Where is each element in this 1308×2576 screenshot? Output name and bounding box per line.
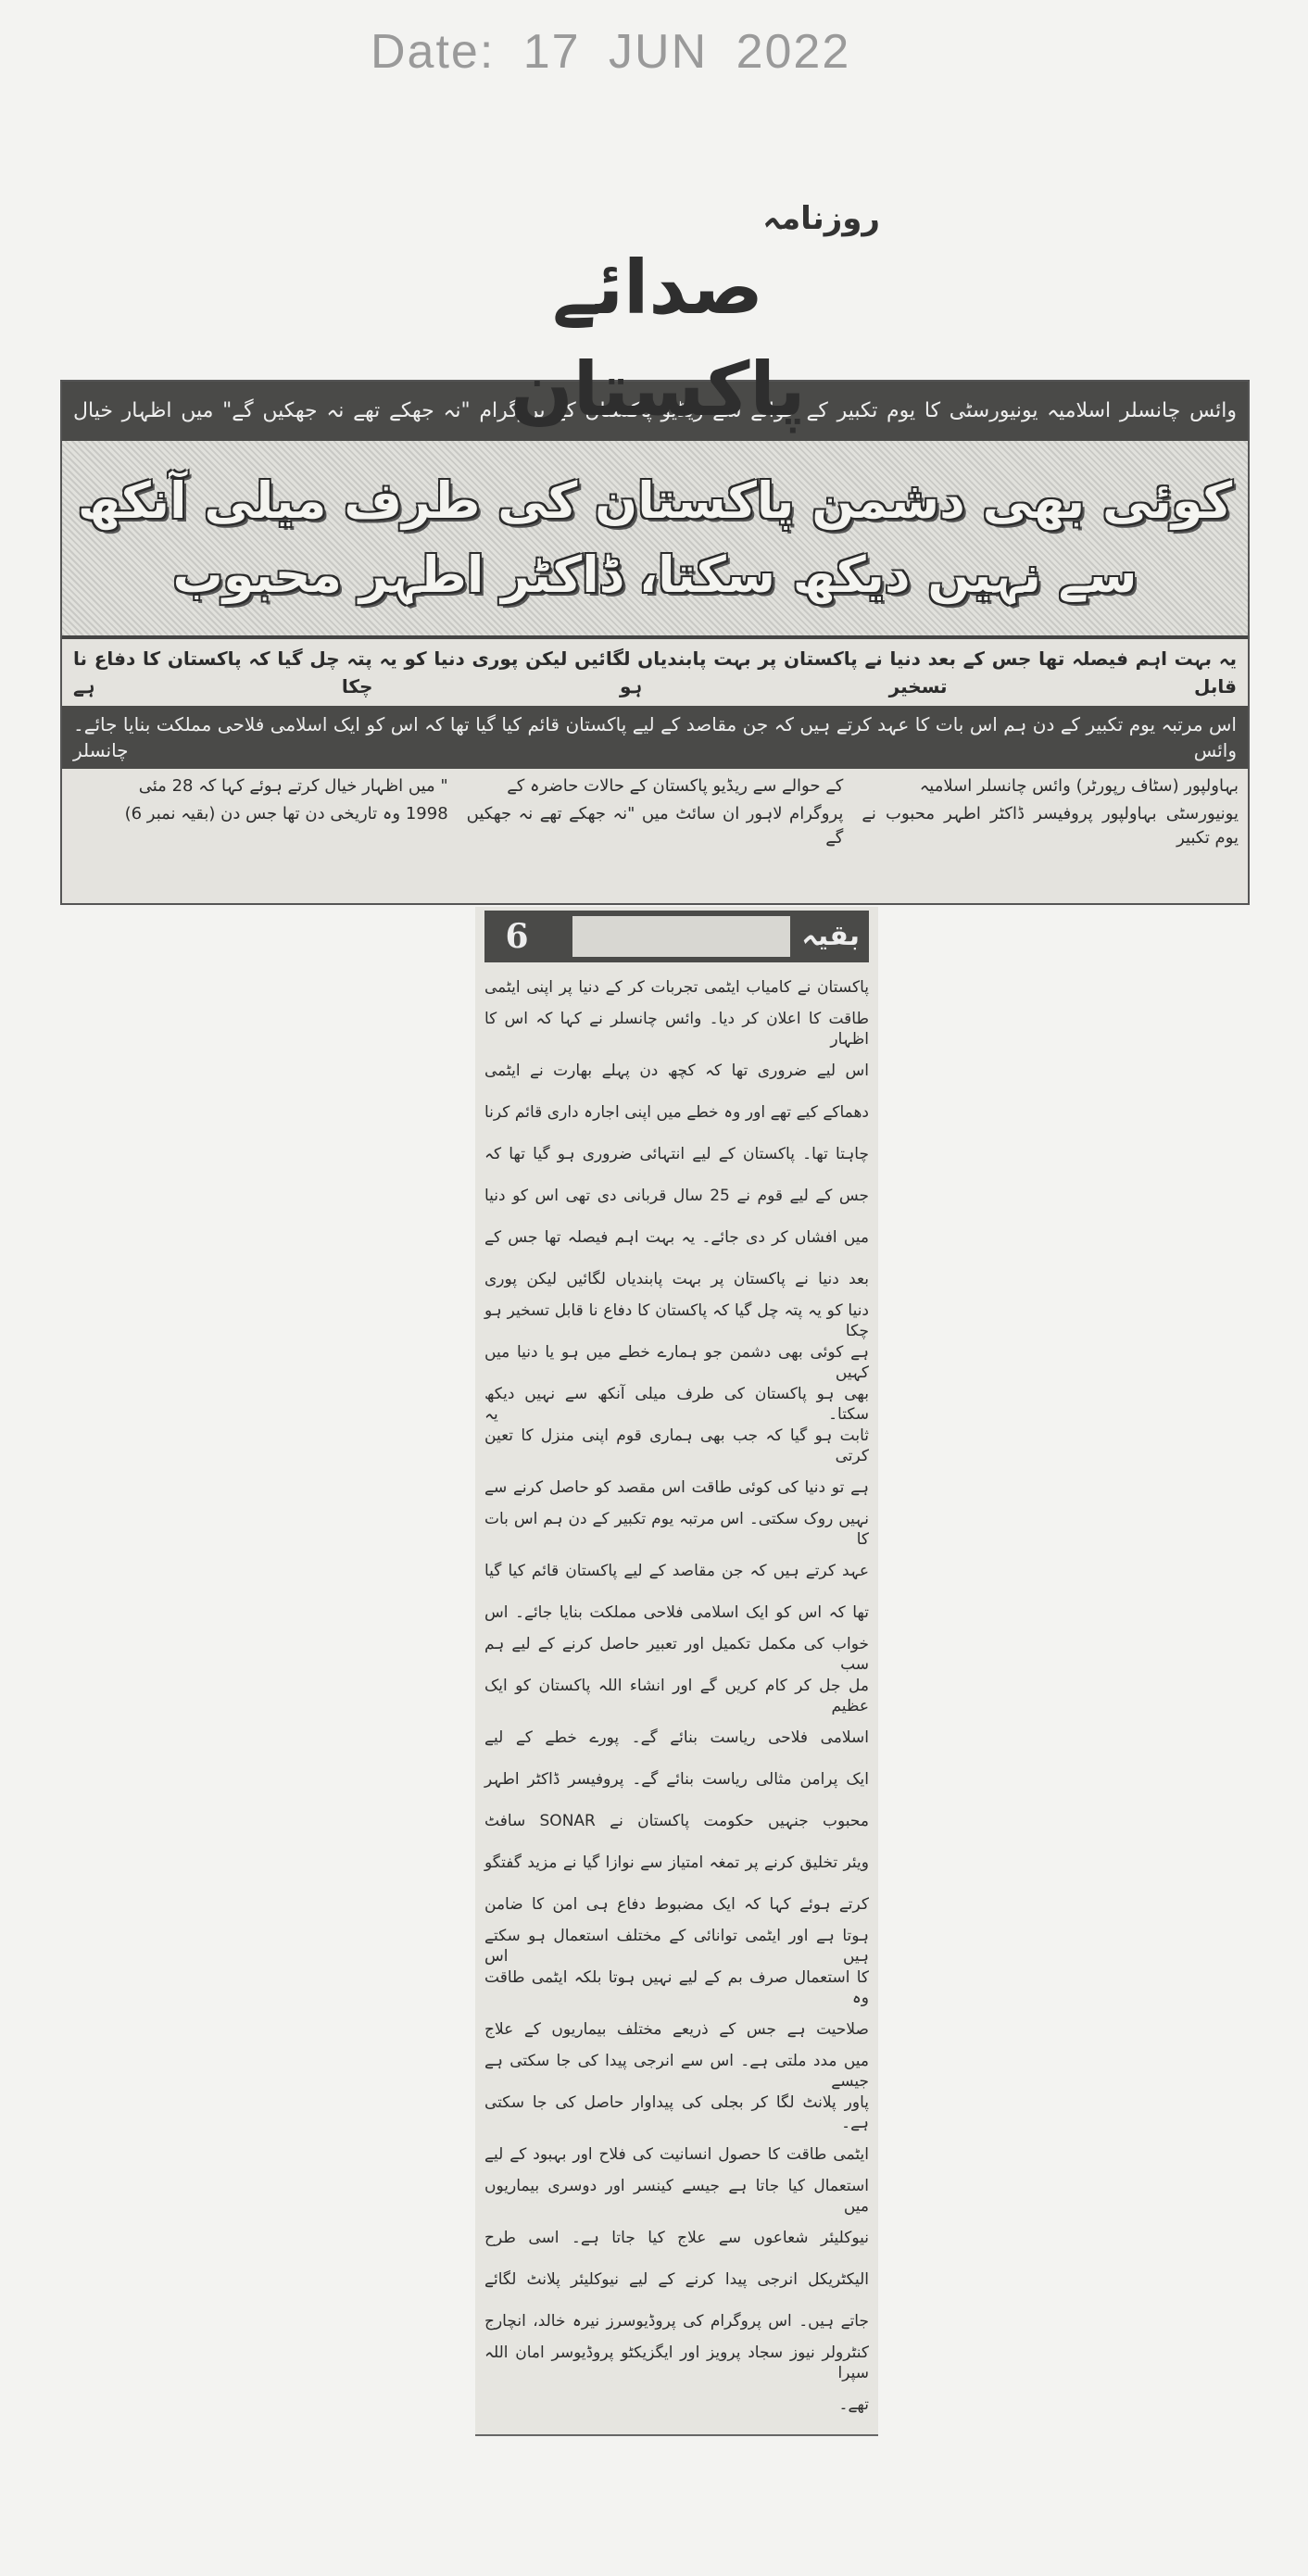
- headline-text: کوئی بھی دشمن پاکستان کی طرف میلی آنکھ سے نہیں دیکھ سکتا، ڈاکٹر اطہر محبوب: [77, 471, 1233, 604]
- body-column: [852, 773, 1248, 856]
- line-text: ہے تو دنیا کی کوئی طاقت اس مقصد کو حاصل کرنے سے: [484, 1477, 869, 1497]
- text-line: [484, 1675, 869, 1716]
- line-text: ایٹمی طاقت کا حصول انسانیت کی فلاح اور بہبود کے لیے: [484, 2144, 869, 2164]
- body-line: پروگرام لاہور ان سائٹ میں "نہ جھکے تھے نہ جھکیں گے: [466, 804, 844, 848]
- highlight-text: اس مرتبہ یوم تکبیر کے دن ہم اس بات کا عہد کرتے ہیں کہ جن مقاصد کے لیے پاکستان قائم کیا گیا تھا کہ اس کو ایک اسلامی فلاحی مملکت بنایا جائے۔ وائس چانسلر: [73, 713, 1237, 761]
- line-text: ہے کوئی بھی دشمن جو ہمارے خطے میں ہو یا دنیا میں کہیں: [484, 1342, 869, 1382]
- text-line: [484, 1175, 869, 1216]
- line-text: اس لیے ضروری تھا کہ کچھ دن پہلے بھارت نے ایٹمی: [484, 1061, 869, 1080]
- body-column: [458, 773, 853, 856]
- body-line: یونیورسٹی بہاولپور پروفیسر ڈاکٹر اطہر محبوب نے یوم تکبیر: [862, 804, 1239, 848]
- article-subhead: [62, 639, 1248, 706]
- text-line: [484, 1508, 869, 1550]
- body-column: [62, 773, 458, 856]
- text-line: [484, 1883, 869, 1925]
- page-number: 6: [505, 917, 529, 956]
- body-line: 1998 وہ تاریخی دن تھا جس دن (بقیہ نمبر 6): [124, 804, 448, 823]
- line-text: اسلامی فلاحی ریاست بنائے گے۔ پورے خطے کے لیے: [484, 1728, 869, 1747]
- text-line: [484, 1591, 869, 1633]
- masthead-daily: روزنامہ: [762, 200, 880, 237]
- newspaper-masthead: [398, 200, 917, 433]
- line-text: الیکٹریکل انرجی پیدا کرنے کے لیے نیوکلیئر پلانٹ لگائے: [484, 2269, 869, 2289]
- article-clipping: [60, 380, 1250, 905]
- text-line: [484, 1300, 869, 1341]
- text-line: [484, 2300, 869, 2342]
- text-line: [484, 1091, 869, 1133]
- line-text: دنیا کو یہ پتہ چل گیا کہ پاکستان کا دفاع نا قابل تسخیر ہو چکا: [484, 1301, 869, 1340]
- article-headline: [62, 441, 1248, 635]
- text-line: [484, 1967, 869, 2008]
- line-text: چاہتا تھا۔ پاکستان کے لیے انتہائی ضروری ہو گیا تھا کہ: [484, 1144, 869, 1163]
- line-text: طاقت کا اعلان کر دیا۔ وائس چانسلر نے کہا کہ اس کا اظہار: [484, 1009, 869, 1049]
- header-blank: [572, 916, 790, 957]
- line-text: نیوکلیئر شعاعوں سے علاج کیا جاتا ہے۔ اسی طرح: [484, 2228, 869, 2247]
- subhead-text: یہ بہت اہم فیصلہ تھا جس کے بعد دنیا نے پاکستان پر بہت پابندیاں لگائیں لیکن پوری دنیا کو یہ پتہ چل گیا کہ پاکستان کا دفاع نا قابل تسخیر ہو چکا ہے: [73, 647, 1237, 697]
- line-text: ویئر تخلیق کرنے پر تمغہ امتیاز سے نوازا گیا نے مزید گفتگو: [484, 1853, 869, 1872]
- line-text: ہوتا ہے اور ایٹمی توانائی کے مختلف استعمال ہو سکتے ہیں اس: [484, 1926, 869, 1966]
- text-line: [484, 1550, 869, 1591]
- date-label: Date:: [371, 25, 496, 79]
- text-line: [484, 1841, 869, 1883]
- line-text: میں مدد ملتی ہے۔ اس سے انرجی پیدا کی جا سکتی ہے جیسے: [484, 2051, 869, 2091]
- text-line: [484, 1133, 869, 1175]
- text-line: [484, 1341, 869, 1383]
- kicker-text: وائس چانسلر اسلامیہ یونیورسٹی کا یوم تکبیر کے حوالے سے ریڈیو پاکستان کے پروگرام "نہ جھکے تھے نہ جھکیں گے" میں اظہار خیال: [73, 399, 1237, 422]
- text-line: [484, 1049, 869, 1091]
- body-line: " میں اظہار خیال کرتے ہوئے کہا کہ 28 مئی: [138, 776, 448, 796]
- text-line: [484, 1800, 869, 1841]
- line-text: ثابت ہو گیا کہ جب بھی ہماری قوم اپنی منزل کا تعین کرتی: [484, 1426, 869, 1465]
- text-line: [484, 2133, 869, 2175]
- continuation-label: بقیہ: [801, 920, 860, 952]
- line-text: پاور پلانٹ لگا کر بجلی کی پیداوار حاصل کی جا سکتی ہے۔: [484, 2092, 869, 2132]
- continuation-clipping: [475, 907, 878, 2436]
- line-text: دھماکے کیے تھے اور وہ خطے میں اپنی اجارہ داری قائم کرنا: [484, 1102, 869, 1122]
- text-line: [484, 1258, 869, 1300]
- article-body: [62, 769, 1248, 860]
- line-text: جاتے ہیں۔ اس پروگرام کی پروڈیوسرز نیرہ خالد، انچارج: [484, 2311, 869, 2331]
- line-text: صلاحیت ہے جس کے ذریعے مختلف بیماریوں کے علاج: [484, 2019, 869, 2039]
- line-text: خواب کی مکمل تکمیل اور تعبیر حاصل کرنے کے لیے ہم سب: [484, 1634, 869, 1674]
- line-text: کنٹرولر نیوز سجاد پرویز اور ایگزیکٹو پروڈیوسر امان اللہ سپرا: [484, 2343, 869, 2382]
- text-line: [484, 2050, 869, 2092]
- body-line: کے حوالے سے ریڈیو پاکستان کے حالات حاضرہ کے: [507, 776, 844, 796]
- masthead-name: صدائے پاکستان: [509, 245, 806, 433]
- line-text: بعد دنیا نے پاکستان پر بہت پابندیاں لگائیں لیکن پوری: [484, 1269, 869, 1288]
- text-line: [484, 1925, 869, 1967]
- line-text: کا استعمال صرف بم کے لیے نہیں ہوتا بلکہ ایٹمی طاقت وہ: [484, 1967, 869, 2007]
- line-text: محبوب جنہیں حکومت پاکستان نے SONAR سافٹ: [484, 1811, 869, 1830]
- line-text: عہد کرتے ہیں کہ جن مقاصد کے لیے پاکستان قائم کیا گیا: [484, 1561, 869, 1580]
- line-text: میں افشاں کر دی جائے۔ یہ بہت اہم فیصلہ تھا جس کے: [484, 1227, 869, 1247]
- line-text: استعمال کیا جاتا ہے جیسے کینسر اور دوسری بیماریوں میں: [484, 2176, 869, 2216]
- text-line: [484, 2175, 869, 2217]
- text-line: [484, 1758, 869, 1800]
- text-line: [484, 2217, 869, 2258]
- text-line: [484, 2258, 869, 2300]
- line-text: نہیں روک سکتی۔ اس مرتبہ یوم تکبیر کے دن ہم اس بات کا: [484, 1509, 869, 1549]
- text-line: [484, 1633, 869, 1675]
- body-line: بہاولپور (سٹاف رپورٹر) وائس چانسلر اسلامیہ: [919, 776, 1239, 796]
- continuation-body: [484, 966, 869, 2425]
- line-text: تھے۔: [838, 2394, 869, 2414]
- line-text: کرتے ہوئے کہا کہ ایک مضبوط دفاع ہی امن کا ضامن: [484, 1894, 869, 1914]
- text-line: [484, 1425, 869, 1466]
- continuation-header: [484, 911, 869, 962]
- text-line: [484, 1716, 869, 1758]
- text-line: [484, 1216, 869, 1258]
- date-value: 17 JUN 2022: [522, 25, 851, 79]
- line-text: بھی ہو پاکستان کی طرف میلی آنکھ سے نہیں دیکھ سکتا۔ یہ: [484, 1384, 869, 1424]
- line-text: جس کے لیے قوم نے 25 سال قربانی دی تھی اس کو دنیا: [484, 1186, 869, 1205]
- text-line: [484, 2008, 869, 2050]
- text-line: [484, 1466, 869, 1508]
- text-line: [484, 1383, 869, 1425]
- line-text: تھا کہ اس کو ایک اسلامی فلاحی مملکت بنایا جائے۔ اس: [484, 1602, 869, 1622]
- line-text: مل جل کر کام کریں گے اور انشاء اللہ پاکستان کو ایک عظیم: [484, 1676, 869, 1715]
- article-highlight: [62, 706, 1248, 769]
- text-line: [484, 2383, 869, 2425]
- line-text: پاکستان نے کامیاب ایٹمی تجربات کر کے دنیا پر اپنی ایٹمی: [484, 977, 869, 997]
- text-line: [484, 2092, 869, 2133]
- text-line: [484, 2342, 869, 2383]
- text-line: [484, 1008, 869, 1049]
- date-stamp: [371, 24, 1019, 80]
- text-line: [484, 966, 869, 1008]
- line-text: ایک پرامن مثالی ریاست بنائے گے۔ پروفیسر ڈاکٹر اطہر: [484, 1769, 869, 1789]
